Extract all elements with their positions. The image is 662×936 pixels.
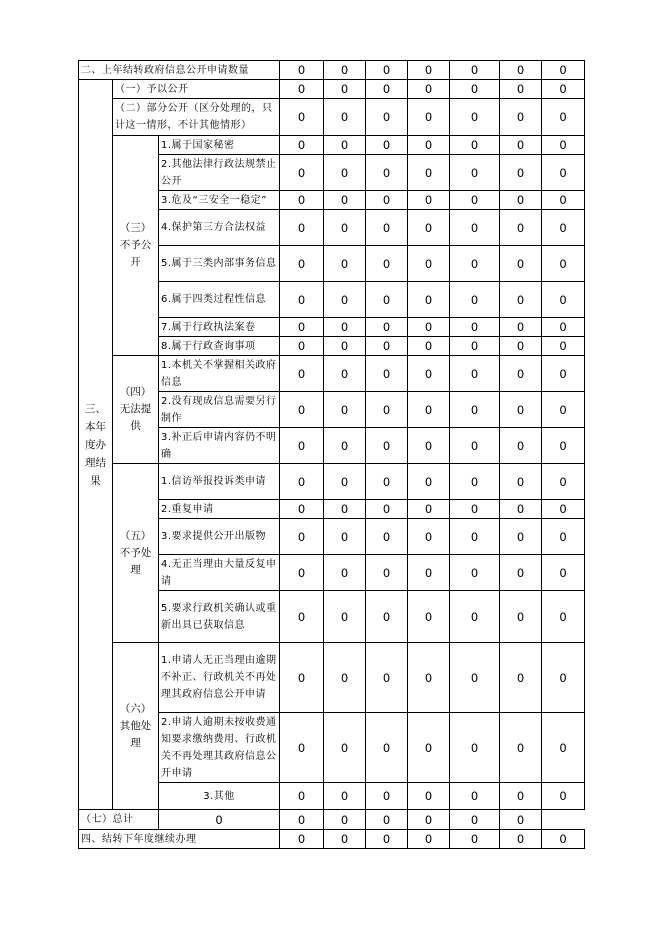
value-cell: 0 bbox=[542, 246, 585, 282]
value-cell: 0 bbox=[450, 80, 500, 99]
value-cell: 0 bbox=[366, 337, 408, 356]
row-label: 2.重复申请 bbox=[159, 500, 280, 519]
value-cell: 0 bbox=[280, 356, 324, 392]
value-cell: 0 bbox=[366, 356, 408, 392]
value-cell: 0 bbox=[280, 810, 324, 830]
value-cell: 0 bbox=[366, 136, 408, 155]
value-cell: 0 bbox=[408, 80, 450, 99]
value-cell: 0 bbox=[450, 591, 500, 643]
value-cell: 0 bbox=[450, 428, 500, 464]
value-cell: 0 bbox=[450, 356, 500, 392]
value-cell: 0 bbox=[450, 282, 500, 318]
row-label: （二）部分公开（区分处理的，只计这一情形，不计其他情形） bbox=[113, 99, 280, 136]
value-cell: 0 bbox=[542, 155, 585, 191]
value-cell: 0 bbox=[324, 246, 366, 282]
value-cell: 0 bbox=[408, 282, 450, 318]
value-cell: 0 bbox=[450, 246, 500, 282]
value-cell: 0 bbox=[542, 830, 585, 849]
value-cell: 0 bbox=[280, 519, 324, 555]
value-cell: 0 bbox=[408, 246, 450, 282]
value-cell: 0 bbox=[500, 519, 542, 555]
table-row bbox=[79, 464, 585, 500]
value-cell: 0 bbox=[500, 210, 542, 246]
value-cell: 0 bbox=[500, 783, 542, 810]
value-cell: 0 bbox=[324, 155, 366, 191]
value-cell: 0 bbox=[324, 555, 366, 591]
value-cell: 0 bbox=[324, 810, 366, 830]
row-label: 3.补正后申请内容仍不明确 bbox=[159, 428, 280, 464]
row-label: 2.其他法律行政法规禁止公开 bbox=[159, 155, 280, 191]
value-cell: 0 bbox=[450, 155, 500, 191]
value-cell: 0 bbox=[408, 191, 450, 210]
value-cell: 0 bbox=[408, 643, 450, 713]
value-cell: 0 bbox=[408, 591, 450, 643]
row-label: 1.属于国家秘密 bbox=[159, 136, 280, 155]
group-label: （三）不予公开 bbox=[113, 136, 159, 356]
value-cell: 0 bbox=[450, 500, 500, 519]
value-cell: 0 bbox=[500, 136, 542, 155]
value-cell: 0 bbox=[542, 318, 585, 337]
value-cell: 0 bbox=[408, 136, 450, 155]
value-cell: 0 bbox=[324, 713, 366, 783]
value-cell: 0 bbox=[450, 830, 500, 849]
value-cell: 0 bbox=[542, 210, 585, 246]
value-cell: 0 bbox=[324, 392, 366, 428]
section-label: 三、本年度办理结果 bbox=[79, 80, 113, 810]
value-cell: 0 bbox=[280, 80, 324, 99]
value-cell: 0 bbox=[542, 191, 585, 210]
value-cell: 0 bbox=[500, 555, 542, 591]
value-cell: 0 bbox=[542, 591, 585, 643]
row-label: 1.信访举报投诉类申请 bbox=[159, 464, 280, 500]
value-cell: 0 bbox=[366, 500, 408, 519]
value-cell: 0 bbox=[408, 337, 450, 356]
value-cell: 0 bbox=[280, 555, 324, 591]
value-cell: 0 bbox=[324, 61, 366, 80]
value-cell: 0 bbox=[500, 318, 542, 337]
value-cell: 0 bbox=[366, 210, 408, 246]
value-cell: 0 bbox=[280, 155, 324, 191]
value-cell: 0 bbox=[280, 591, 324, 643]
value-cell: 0 bbox=[542, 136, 585, 155]
value-cell: 0 bbox=[366, 246, 408, 282]
value-cell: 0 bbox=[500, 643, 542, 713]
value-cell: 0 bbox=[450, 191, 500, 210]
value-cell: 0 bbox=[366, 643, 408, 713]
value-cell: 0 bbox=[450, 643, 500, 713]
value-cell: 0 bbox=[280, 191, 324, 210]
value-cell: 0 bbox=[542, 337, 585, 356]
value-cell: 0 bbox=[450, 519, 500, 555]
value-cell: 0 bbox=[366, 783, 408, 810]
value-cell: 0 bbox=[324, 830, 366, 849]
value-cell: 0 bbox=[500, 282, 542, 318]
value-cell: 0 bbox=[542, 464, 585, 500]
row-label: 二、上年结转政府信息公开申请数量 bbox=[79, 61, 280, 80]
value-cell: 0 bbox=[450, 136, 500, 155]
value-cell: 0 bbox=[324, 191, 366, 210]
value-cell: 0 bbox=[366, 191, 408, 210]
value-cell: 0 bbox=[280, 830, 324, 849]
value-cell: 0 bbox=[324, 210, 366, 246]
value-cell: 0 bbox=[280, 99, 324, 136]
row-label: 5.要求行政机关确认或重新出具已获取信息 bbox=[159, 591, 280, 643]
value-cell: 0 bbox=[500, 500, 542, 519]
value-cell: 0 bbox=[500, 464, 542, 500]
value-cell: 0 bbox=[450, 61, 500, 80]
table-row bbox=[79, 643, 585, 713]
value-cell: 0 bbox=[324, 643, 366, 713]
statistics-table bbox=[78, 60, 585, 849]
value-cell: 0 bbox=[542, 392, 585, 428]
value-cell: 0 bbox=[542, 428, 585, 464]
row-label: 4.无正当理由大量反复申请 bbox=[159, 555, 280, 591]
value-cell: 0 bbox=[450, 210, 500, 246]
value-cell: 0 bbox=[324, 519, 366, 555]
value-cell: 0 bbox=[159, 810, 280, 830]
value-cell: 0 bbox=[366, 830, 408, 849]
value-cell: 0 bbox=[366, 591, 408, 643]
value-cell: 0 bbox=[408, 783, 450, 810]
value-cell: 0 bbox=[324, 428, 366, 464]
value-cell: 0 bbox=[500, 61, 542, 80]
row-label: 2.没有现成信息需要另行制作 bbox=[159, 392, 280, 428]
value-cell: 0 bbox=[366, 61, 408, 80]
value-cell: 0 bbox=[542, 783, 585, 810]
value-cell: 0 bbox=[280, 136, 324, 155]
value-cell: 0 bbox=[500, 80, 542, 99]
value-cell: 0 bbox=[408, 356, 450, 392]
value-cell: 0 bbox=[366, 555, 408, 591]
value-cell: 0 bbox=[542, 356, 585, 392]
table-row bbox=[79, 810, 585, 830]
value-cell: 0 bbox=[450, 810, 500, 830]
group-label: （四）无法提供 bbox=[113, 356, 159, 464]
table-row bbox=[79, 136, 585, 155]
group-label: （五）不予处理 bbox=[113, 464, 159, 643]
value-cell: 0 bbox=[542, 519, 585, 555]
value-cell: 0 bbox=[324, 318, 366, 337]
value-cell: 0 bbox=[366, 80, 408, 99]
value-cell: 0 bbox=[450, 99, 500, 136]
table-row bbox=[79, 61, 585, 80]
row-label: 四、结转下年度继续办理 bbox=[79, 830, 280, 849]
row-label: 6.属于四类过程性信息 bbox=[159, 282, 280, 318]
value-cell: 0 bbox=[500, 713, 542, 783]
row-label: 3.危及“三安全一稳定” bbox=[159, 191, 280, 210]
value-cell: 0 bbox=[280, 318, 324, 337]
value-cell: 0 bbox=[366, 428, 408, 464]
value-cell: 0 bbox=[366, 155, 408, 191]
value-cell: 0 bbox=[450, 713, 500, 783]
row-label: 1.本机关不掌握相关政府信息 bbox=[159, 356, 280, 392]
value-cell: 0 bbox=[408, 464, 450, 500]
value-cell: 0 bbox=[500, 392, 542, 428]
row-label: 3.其他 bbox=[159, 783, 280, 810]
value-cell: 0 bbox=[408, 500, 450, 519]
value-cell: 0 bbox=[450, 318, 500, 337]
value-cell: 0 bbox=[500, 830, 542, 849]
value-cell: 0 bbox=[366, 99, 408, 136]
value-cell: 0 bbox=[366, 810, 408, 830]
value-cell: 0 bbox=[500, 246, 542, 282]
value-cell: 0 bbox=[542, 643, 585, 713]
value-cell: 0 bbox=[366, 282, 408, 318]
value-cell: 0 bbox=[542, 99, 585, 136]
table-row bbox=[79, 830, 585, 849]
value-cell: 0 bbox=[324, 136, 366, 155]
table-row bbox=[79, 99, 585, 136]
value-cell: 0 bbox=[324, 99, 366, 136]
row-label: 3.要求提供公开出版物 bbox=[159, 519, 280, 555]
value-cell: 0 bbox=[280, 713, 324, 783]
value-cell: 0 bbox=[542, 282, 585, 318]
value-cell: 0 bbox=[408, 210, 450, 246]
value-cell: 0 bbox=[542, 61, 585, 80]
value-cell: 0 bbox=[366, 318, 408, 337]
value-cell: 0 bbox=[542, 713, 585, 783]
table-row bbox=[79, 356, 585, 392]
value-cell: 0 bbox=[280, 392, 324, 428]
value-cell: 0 bbox=[500, 155, 542, 191]
row-label: 7.属于行政执法案卷 bbox=[159, 318, 280, 337]
value-cell: 0 bbox=[500, 591, 542, 643]
value-cell: 0 bbox=[324, 783, 366, 810]
value-cell: 0 bbox=[280, 500, 324, 519]
value-cell: 0 bbox=[366, 713, 408, 783]
value-cell: 0 bbox=[408, 155, 450, 191]
value-cell: 0 bbox=[500, 99, 542, 136]
value-cell: 0 bbox=[280, 282, 324, 318]
value-cell: 0 bbox=[280, 464, 324, 500]
value-cell: 0 bbox=[450, 337, 500, 356]
value-cell: 0 bbox=[408, 810, 450, 830]
value-cell: 0 bbox=[324, 464, 366, 500]
value-cell: 0 bbox=[450, 392, 500, 428]
value-cell: 0 bbox=[366, 519, 408, 555]
value-cell: 0 bbox=[500, 428, 542, 464]
value-cell: 0 bbox=[450, 555, 500, 591]
value-cell: 0 bbox=[324, 282, 366, 318]
value-cell: 0 bbox=[450, 464, 500, 500]
value-cell: 0 bbox=[408, 318, 450, 337]
value-cell: 0 bbox=[280, 783, 324, 810]
value-cell: 0 bbox=[450, 783, 500, 810]
value-cell: 0 bbox=[324, 337, 366, 356]
value-cell: 0 bbox=[280, 428, 324, 464]
value-cell: 0 bbox=[542, 555, 585, 591]
row-label: （七）总计 bbox=[79, 810, 159, 830]
value-cell: 0 bbox=[408, 830, 450, 849]
value-cell: 0 bbox=[408, 61, 450, 80]
group-label: （六）其他处理 bbox=[113, 643, 159, 810]
value-cell: 0 bbox=[324, 591, 366, 643]
row-label: 2.申请人逾期未按收费通知要求缴纳费用、行政机关不再处理其政府信息公开申请 bbox=[159, 713, 280, 783]
value-cell: 0 bbox=[408, 555, 450, 591]
value-cell: 0 bbox=[280, 246, 324, 282]
value-cell: 0 bbox=[408, 713, 450, 783]
row-label: 5.属于三类内部事务信息 bbox=[159, 246, 280, 282]
table-row bbox=[79, 80, 585, 99]
value-cell: 0 bbox=[324, 356, 366, 392]
row-label: 1.申请人无正当理由逾期不补正、行政机关不再处理其政府信息公开申请 bbox=[159, 643, 280, 713]
value-cell: 0 bbox=[324, 500, 366, 519]
value-cell: 0 bbox=[542, 80, 585, 99]
value-cell: 0 bbox=[408, 519, 450, 555]
value-cell: 0 bbox=[280, 210, 324, 246]
value-cell: 0 bbox=[500, 356, 542, 392]
row-label: 4.保护第三方合法权益 bbox=[159, 210, 280, 246]
value-cell: 0 bbox=[500, 191, 542, 210]
value-cell: 0 bbox=[280, 337, 324, 356]
value-cell: 0 bbox=[366, 392, 408, 428]
value-cell: 0 bbox=[366, 464, 408, 500]
value-cell: 0 bbox=[408, 428, 450, 464]
row-label: （一）予以公开 bbox=[113, 80, 280, 99]
value-cell: 0 bbox=[542, 500, 585, 519]
value-cell: 0 bbox=[408, 392, 450, 428]
value-cell: 0 bbox=[500, 337, 542, 356]
value-cell: 0 bbox=[280, 643, 324, 713]
value-cell: 0 bbox=[408, 99, 450, 136]
value-cell: 0 bbox=[324, 80, 366, 99]
value-cell: 0 bbox=[500, 810, 542, 830]
row-label: 8.属于行政查询事项 bbox=[159, 337, 280, 356]
value-cell: 0 bbox=[280, 61, 324, 80]
